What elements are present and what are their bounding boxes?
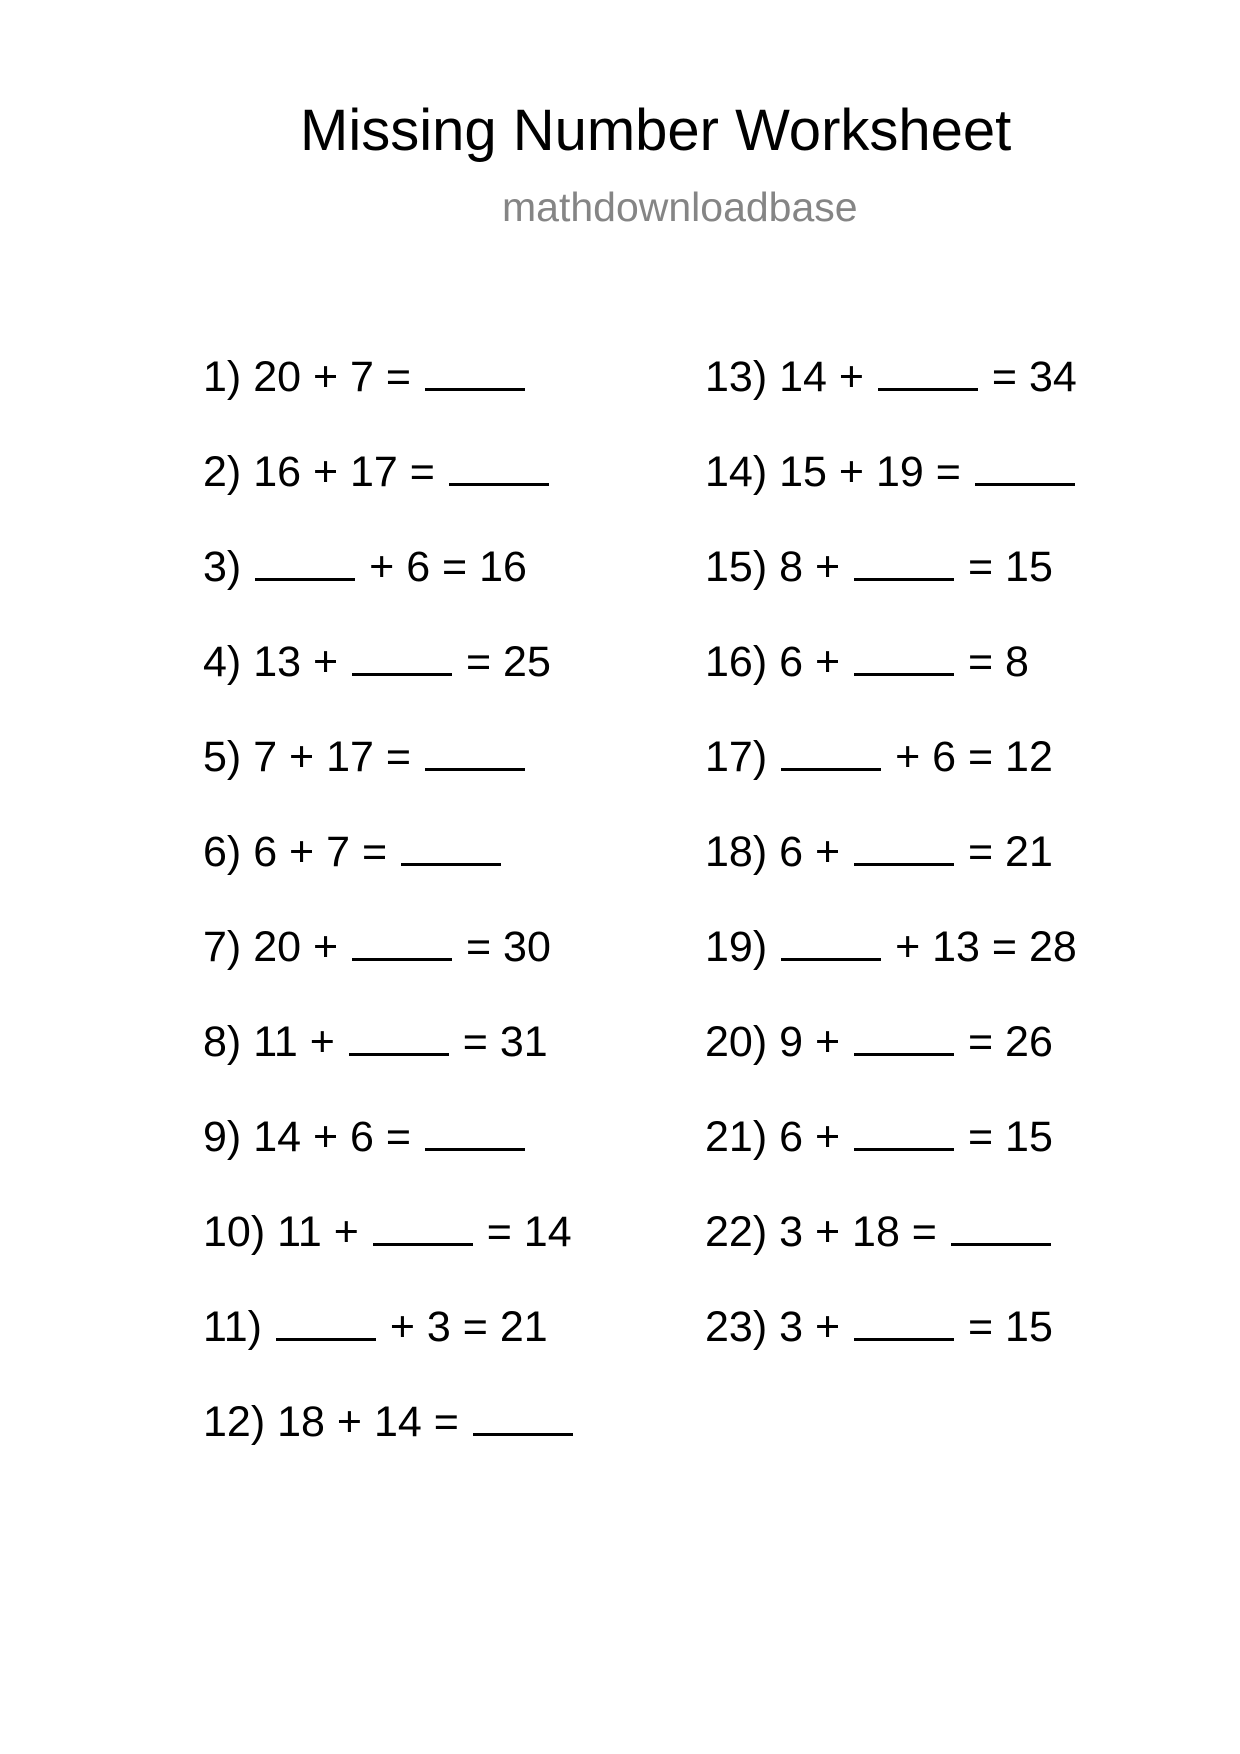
answer-blank[interactable]: [854, 578, 954, 581]
problem-item: [203, 1397, 575, 1447]
problem-expression: 6 +: [779, 828, 841, 876]
problem-item: [705, 352, 1077, 402]
problem-number: 4): [203, 638, 242, 686]
problem-expression: 9 +: [779, 1018, 841, 1066]
answer-blank[interactable]: [373, 1243, 473, 1246]
problem-expression: = 34: [991, 353, 1077, 401]
answer-blank[interactable]: [473, 1433, 573, 1436]
answer-blank[interactable]: [449, 483, 549, 486]
problem-item: [203, 542, 527, 592]
answer-blank[interactable]: [781, 958, 881, 961]
problem-number: 8): [203, 1018, 242, 1066]
problem-expression: 11 +: [253, 1018, 335, 1066]
answer-blank[interactable]: [854, 863, 954, 866]
problem-expression: = 8: [968, 638, 1029, 686]
problem-number: 11): [203, 1303, 262, 1351]
problem-item: [705, 827, 1053, 877]
problem-expression: + 6 = 16: [369, 543, 527, 591]
problem-item: [203, 637, 551, 687]
problem-expression: 16 + 17 =: [253, 448, 435, 496]
problem-number: 5): [203, 733, 242, 781]
problem-item: [203, 1207, 572, 1257]
answer-blank[interactable]: [975, 483, 1075, 486]
problem-expression: 15 + 19 =: [779, 448, 961, 496]
problem-expression: = 21: [968, 828, 1053, 876]
answer-blank[interactable]: [352, 673, 452, 676]
problem-expression: 3 + 18 =: [779, 1208, 937, 1256]
problem-number: 6): [203, 828, 242, 876]
answer-blank[interactable]: [276, 1338, 376, 1341]
problem-expression: 20 + 7 =: [253, 353, 411, 401]
answer-blank[interactable]: [951, 1243, 1051, 1246]
answer-blank[interactable]: [781, 768, 881, 771]
problem-expression: 3 +: [779, 1303, 841, 1351]
answer-blank[interactable]: [352, 958, 452, 961]
answer-blank[interactable]: [425, 1148, 525, 1151]
problem-number: 20): [705, 1018, 768, 1066]
answer-blank[interactable]: [854, 1053, 954, 1056]
problem-expression: + 3 = 21: [389, 1303, 548, 1351]
problem-item: [705, 1207, 1053, 1257]
problem-expression: + 13 = 28: [895, 923, 1077, 971]
problem-item: [705, 447, 1077, 497]
problem-number: 2): [203, 448, 242, 496]
problem-number: 1): [203, 353, 242, 401]
problem-expression: 6 +: [779, 638, 841, 686]
problem-expression: = 15: [968, 1303, 1053, 1351]
worksheet-subtitle: mathdownloadbase: [502, 184, 858, 230]
problem-expression: 14 + 6 =: [253, 1113, 411, 1161]
problem-expression: 8 +: [779, 543, 841, 591]
problem-expression: = 30: [465, 923, 551, 971]
problem-number: 9): [203, 1113, 242, 1161]
problem-expression: = 15: [968, 1113, 1053, 1161]
problem-number: 21): [705, 1113, 768, 1161]
problem-item: [705, 1112, 1053, 1162]
problem-expression: = 25: [465, 638, 551, 686]
problem-item: [705, 1302, 1053, 1352]
problem-item: [705, 1017, 1053, 1067]
problem-number: 10): [203, 1208, 266, 1256]
answer-blank[interactable]: [878, 388, 978, 391]
problem-item: [203, 352, 527, 402]
answer-blank[interactable]: [854, 1148, 954, 1151]
problem-item: [203, 922, 551, 972]
problem-number: 7): [203, 923, 242, 971]
worksheet-title: Missing Number Worksheet: [300, 98, 1012, 163]
problem-expression: + 6 = 12: [895, 733, 1053, 781]
problem-expression: = 31: [462, 1018, 548, 1066]
problem-expression: 14 +: [779, 353, 864, 401]
problem-item: [705, 732, 1053, 782]
problem-item: [705, 922, 1077, 972]
answer-blank[interactable]: [349, 1053, 449, 1056]
problem-expression: = 26: [968, 1018, 1053, 1066]
problem-expression: 6 +: [779, 1113, 841, 1161]
problem-number: 16): [705, 638, 768, 686]
problem-item: [203, 1017, 548, 1067]
answer-blank[interactable]: [854, 673, 954, 676]
problem-expression: = 15: [968, 543, 1053, 591]
problem-expression: 13 +: [253, 638, 339, 686]
problem-number: 19): [705, 923, 768, 971]
problem-number: 15): [705, 543, 768, 591]
problem-item: [203, 1302, 548, 1352]
problem-item: [203, 447, 551, 497]
problem-number: 14): [705, 448, 768, 496]
answer-blank[interactable]: [401, 863, 501, 866]
answer-blank[interactable]: [425, 768, 525, 771]
problem-number: 23): [705, 1303, 768, 1351]
problem-item: [203, 827, 503, 877]
problem-expression: 11 +: [277, 1208, 359, 1256]
problem-number: 22): [705, 1208, 768, 1256]
problem-number: 12): [203, 1398, 266, 1446]
problem-expression: 18 + 14 =: [277, 1398, 459, 1446]
problem-expression: = 14: [486, 1208, 572, 1256]
problem-item: [705, 542, 1053, 592]
answer-blank[interactable]: [854, 1338, 954, 1341]
problem-expression: 7 + 17 =: [253, 733, 411, 781]
problem-expression: 6 + 7 =: [253, 828, 388, 876]
problem-number: 18): [705, 828, 768, 876]
problem-number: 17): [705, 733, 768, 781]
problem-expression: 20 +: [253, 923, 339, 971]
answer-blank[interactable]: [255, 578, 355, 581]
problem-item: [203, 1112, 527, 1162]
problem-number: 13): [705, 353, 768, 401]
problem-number: 3): [203, 543, 242, 591]
problem-item: [203, 732, 527, 782]
answer-blank[interactable]: [425, 388, 525, 391]
problem-item: [705, 637, 1029, 687]
